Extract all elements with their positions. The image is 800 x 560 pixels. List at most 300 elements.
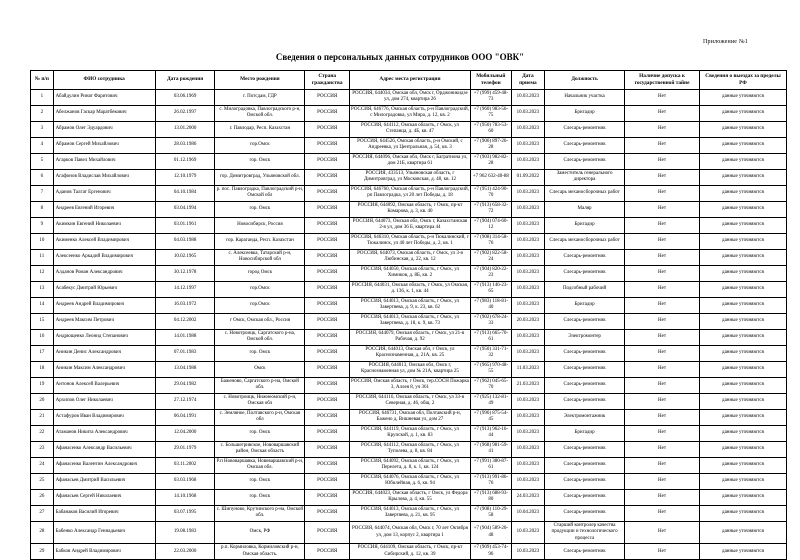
table-cell: РОССИЯ <box>305 185 350 201</box>
table-cell: гор. Омск <box>215 489 305 505</box>
table-cell: Нет <box>625 544 700 560</box>
table-cell: РОССИЯ <box>305 169 350 185</box>
table-cell: гор. Димитровград, Ульяновской обл. <box>215 169 305 185</box>
table-cell: 10.03.2023 <box>511 393 544 409</box>
table-cell: 10 <box>31 233 54 249</box>
table-cell: Баженово, Саргатского р-на, Омской обл. <box>215 377 305 393</box>
table-cell: 11.03.2023 <box>511 361 544 377</box>
table-cell: +7 (913) 658-32-72 <box>470 201 511 217</box>
table-cell: Начальник участка <box>545 89 625 105</box>
table-cell: данные уточняются <box>699 233 786 249</box>
table-cell: Андреев Евгений Игоревич <box>53 201 155 217</box>
table-cell: 10.03.2023 <box>511 345 544 361</box>
table-cell: Нет <box>625 89 700 105</box>
table-cell: 20.03.2023 <box>511 313 544 329</box>
table-cell: 13.01.2000 <box>155 121 215 137</box>
table-cell: +7 (968) 981-59-41 <box>470 441 511 457</box>
table-cell: Афанасенко Александр Васильевич <box>53 441 155 457</box>
table-cell: Абрамов Сергей Михайлович <box>53 137 155 153</box>
table-cell: РОССИЯ <box>305 521 350 544</box>
table-cell: 4 <box>31 137 54 153</box>
column-header: Наличие допуска к государственной тайне <box>625 71 700 90</box>
table-cell: РОССИЯ <box>305 201 350 217</box>
table-cell: РОССИЯ <box>305 265 350 281</box>
table-row <box>31 473 787 489</box>
table-cell: 10.03.2023 <box>511 89 544 105</box>
table-row <box>31 201 787 217</box>
table-cell: Слесарь-ремонтник <box>545 313 625 329</box>
table-cell: г. Павлодар, Респ. Казахстан <box>215 121 305 137</box>
table-cell: 27 <box>31 505 54 521</box>
table-row <box>31 345 787 361</box>
table-cell: +7 (902) 678-24-33 <box>470 313 511 329</box>
table-cell: РОССИЯ <box>305 425 350 441</box>
table-cell: р. пос. Павлоградка, Павлоградский р-н, Омской обл <box>215 185 305 201</box>
table-cell: +7 (913) 146-23-65 <box>470 281 511 297</box>
table-cell: РОССИЯ, 646731, Омская обл, Полтавский р-н, Бажено д, Вишневая ул, дом 27 <box>349 409 470 425</box>
table-cell: 29.04.1982 <box>155 377 215 393</box>
table-cell: данные уточняются <box>699 297 786 313</box>
table-cell: данные уточняются <box>699 89 786 105</box>
table-cell: РОССИЯ, 433513, Ульяновская область, г Димитровград, ул Московская, д. 48, кв. 12 <box>349 169 470 185</box>
table-cell: Нет <box>625 217 700 233</box>
table-cell: Нет <box>625 137 700 153</box>
table-cell: Аданов Талгат Ергенович <box>53 185 155 201</box>
table-cell: Бригадир <box>545 425 625 441</box>
attachment-annotation: Приложение №1 <box>702 39 748 45</box>
table-cell: +7 (962) 045-65-70 <box>470 377 511 393</box>
table-cell: РОССИЯ, 644109, Омская область, г Омск, пр-кт Сибирский, д. 12, кв. 39 <box>349 544 470 560</box>
table-cell: с. Новотроицк, Нижнеомский р-н, Омская обл <box>215 393 305 409</box>
table-cell: Нет <box>625 489 700 505</box>
table-cell: Нет <box>625 505 700 521</box>
table-cell: 03.07.1995 <box>155 505 215 521</box>
table-cell: Афанасенко Валентин Александрович <box>53 457 155 473</box>
table-cell: РОССИЯ, 644096, Омская обл, Омск г, Багратиона ул, дом 21Б, квартира 61 <box>349 153 470 169</box>
table-cell: 23 <box>31 441 54 457</box>
table-cell: данные уточняются <box>699 361 786 377</box>
table-cell: РОССИЯ, 644079, Омская область, г Омск, ул 21-я Рабочая, д. 92 <box>349 329 470 345</box>
table-cell: данные уточняются <box>699 281 786 297</box>
table-cell: Андрющенко Леонид Степанович <box>53 329 155 345</box>
table-row <box>31 89 787 105</box>
table-cell: Маляр <box>545 201 625 217</box>
table-cell: 24 <box>31 457 54 473</box>
table-cell: Бригадир <box>545 297 625 313</box>
table-cell: 7 <box>31 185 54 201</box>
table-cell: 16 <box>31 329 54 345</box>
table-cell: 10.03.2023 <box>511 121 544 137</box>
table-cell: 5 <box>31 153 54 169</box>
table-cell: РОССИЯ, 644013, Омская область, г Омск, ул Завертяева, д. 18, к. 9, кв. 73 <box>349 313 470 329</box>
table-cell: данные уточняются <box>699 544 786 560</box>
table-cell: Слесарь-ремонтник <box>545 377 625 393</box>
table-cell: 8 <box>31 201 54 217</box>
table-cell: Нет <box>625 201 700 217</box>
table-cell: 10.03.2023 <box>511 249 544 265</box>
table-cell: с. Милоградовка, Павлоградского р-н, Омской обл. <box>215 105 305 121</box>
table-cell: 10.03.2023 <box>511 137 544 153</box>
table-cell: 10.03.2023 <box>511 297 544 313</box>
table-cell: Нет <box>625 377 700 393</box>
table-cell: 03.06.1969 <box>155 89 215 105</box>
table-cell: РОССИЯ, 644073, Омская обл, Омск г, Казахстанская 2-я ул, дом 36 Б, квартира 44 <box>349 217 470 233</box>
table-cell: гор. Омск <box>215 425 305 441</box>
column-header: Место рождения <box>215 71 305 90</box>
table-cell: р.п. Кормиловка, Кормиловский р-н, Омская область. <box>215 544 305 560</box>
table-cell: Аникин Денис Александрович <box>53 345 155 361</box>
table-cell: с. Большегривское, Нововаршавский район, Омская область <box>215 441 305 457</box>
table-cell: РОССИЯ <box>305 105 350 121</box>
table-cell: 10.03.2023 <box>511 105 544 121</box>
table-cell: 10.03.2023 <box>511 544 544 560</box>
table-cell: РОССИЯ <box>305 153 350 169</box>
table-cell: РОССИЯ, 644092, Омская область, г Омск, ул Перелета, д. 8, к. 1, кв. 124 <box>349 457 470 473</box>
table-cell: Бригадир <box>545 217 625 233</box>
table-cell: +7 (904) 820-22-23 <box>470 265 511 281</box>
table-cell: Нет <box>625 409 700 425</box>
table-cell: 16.03.1972 <box>155 297 215 313</box>
table-cell: 10.03.2023 <box>511 441 544 457</box>
table-cell: данные уточняются <box>699 265 786 281</box>
table-cell: +7 (908) 110-29-58 <box>470 505 511 521</box>
header-row <box>31 71 787 90</box>
column-header: Дата рождения <box>155 71 215 90</box>
table-cell: 10.03.2023 <box>511 329 544 345</box>
table-cell: данные уточняются <box>699 409 786 425</box>
table-cell: 13 <box>31 281 54 297</box>
table-cell: Омск <box>215 361 305 377</box>
table-cell: данные уточняются <box>699 505 786 521</box>
table-cell: 10.03.2023 <box>511 457 544 473</box>
table-cell: 19 <box>31 377 54 393</box>
table-row <box>31 297 787 313</box>
table-cell: Акимкин Евгений Николаевич <box>53 217 155 233</box>
table-cell: РОССИЯ, 644023, Омская область, г Омск, ул Федора Крылова, д. 4, кв. 55 <box>349 489 470 505</box>
table-cell: Старший контролер качества продукции и технологического процесса <box>545 521 625 544</box>
table-cell: РОССИЯ, 644031, Омская область, г Омск, ул Омская, д. 136, к. 1, кв. 44 <box>349 281 470 297</box>
table-cell: 10.03.2023 <box>511 425 544 441</box>
table-cell: +7 (903) 982-82-28 <box>470 153 511 169</box>
table-cell: Андреев Максим Петрович <box>53 313 155 329</box>
table-cell: данные уточняются <box>699 457 786 473</box>
table-cell: +7 (906) 897-26-28 <box>470 137 511 153</box>
table-cell: +7 (902) 822-58-24 <box>470 249 511 265</box>
table-cell: +7 (950) 783-53-60 <box>470 121 511 137</box>
table-cell: г Омск, Омская обл., Россия <box>215 313 305 329</box>
table-cell: Афанасьев Дмитрий Васильевич <box>53 473 155 489</box>
table-cell: данные уточняются <box>699 105 786 121</box>
table-cell: Асабекус Дмитрий Юрьевич <box>53 281 155 297</box>
table-cell: 10.03.2023 <box>511 153 544 169</box>
table-cell: 15 <box>31 313 54 329</box>
table-cell: РОССИЯ <box>305 505 350 521</box>
table-cell: данные уточняются <box>699 473 786 489</box>
table-cell: данные уточняются <box>699 169 786 185</box>
table-cell: 01.12.1969 <box>155 153 215 169</box>
table-row <box>31 393 787 409</box>
table-cell: 12 <box>31 265 54 281</box>
table-cell: 10.03.2023 <box>511 233 544 249</box>
table-cell: +7 (908) 314-58-76 <box>470 233 511 249</box>
table-cell: Слесарь-ремонтник <box>545 393 625 409</box>
table-cell: гор. Омск <box>215 201 305 217</box>
table-cell: данные уточняются <box>699 313 786 329</box>
column-header: Дата приема <box>511 71 544 90</box>
table-cell: РОССИЯ, 644013, Омская обл, г Омск, ул Краснознаменная, д. 21А, кв. 25 <box>349 345 470 361</box>
column-header: Должность <box>545 71 625 90</box>
table-row <box>31 505 787 521</box>
table-row <box>31 249 787 265</box>
table-cell: 10.03.2023 <box>511 201 544 217</box>
table-cell: +7 (904) 589-20-48 <box>470 521 511 544</box>
table-cell: 3 <box>31 121 54 137</box>
table-cell: Атаманов Никита Александрович <box>53 425 155 441</box>
table-cell: Абрамов Олег Эдуардович <box>53 121 155 137</box>
table-cell: Андреев Андрей Владимирович <box>53 297 155 313</box>
table-row <box>31 233 787 249</box>
table-cell: РОССИЯ, 644092, Омская область, г Омск, пр-кт Комарова, д. 3, кв. 40 <box>349 201 470 217</box>
table-row <box>31 265 787 281</box>
table-cell: РОССИЯ <box>305 457 350 473</box>
table-row <box>31 153 787 169</box>
page-title: Сведения о персональных данных сотрудников ООО "ОВК" <box>275 52 525 62</box>
table-cell: Слесарь-ремонтник <box>545 473 625 489</box>
table-cell: 11 <box>31 249 54 265</box>
table-cell: РОССИЯ <box>305 137 350 153</box>
table-cell: Слесарь-ремонтник <box>545 153 625 169</box>
table-cell: РОССИЯ, 644076, Омская область, г Омск, ул Юбилейная, д. 6, кв. 94 <box>349 473 470 489</box>
table-cell: РОССИЯ <box>305 297 350 313</box>
table-row <box>31 521 787 544</box>
table-cell: 19.08.1983 <box>155 521 215 544</box>
table-cell: 10.03.2023 <box>511 409 544 425</box>
table-cell: +7 (913) 962-16-44 <box>470 425 511 441</box>
table-cell: Слесарь-ремонтник <box>545 121 625 137</box>
table-cell: +7 (965) 970-48-55 <box>470 361 511 377</box>
table-cell: Нет <box>625 105 700 121</box>
table-cell: данные уточняются <box>699 121 786 137</box>
table-cell: 13.04.1988 <box>155 361 215 377</box>
table-cell: 04.03.1988 <box>155 233 215 249</box>
table-cell: +7 (991) 380-87-61 <box>470 457 511 473</box>
table-cell: данные уточняются <box>699 153 786 169</box>
table-cell: РОССИЯ, 646776, Омская область, р-н Павлоградский, с Милоградовка, ул Мира, д. 12, кв. 2 <box>349 105 470 121</box>
table-cell: Слесарь-ремонтник <box>545 489 625 505</box>
table-cell: гор. Омск <box>215 345 305 361</box>
table-cell: с. Земляное, Полтавского р-н, Омская обл <box>215 409 305 425</box>
table-cell: +7 (904) 074-60-12 <box>470 217 511 233</box>
table-cell: с. Алексеевка, Татарский р-н, Новосибирской обл <box>215 249 305 265</box>
table-cell: РОССИЯ, Омская область, г Омск, тер.СОСН Пожарка 3, Аллея 8, уч 361 <box>349 377 470 393</box>
table-cell: РОССИЯ, 644013, Омская область, г Омск, ул Завертяева, д. 9, к. 23, кв. 62 <box>349 297 470 313</box>
table-cell: Новосибирск, Россия <box>215 217 305 233</box>
table-cell: данные уточняются <box>699 489 786 505</box>
table-cell: РОССИЯ <box>305 544 350 560</box>
table-cell: 10.03.2023 <box>511 473 544 489</box>
table-cell: Нет <box>625 281 700 297</box>
table-cell: Нет <box>625 169 700 185</box>
table-row <box>31 544 787 560</box>
table-cell: +7 (996) 875-54-45 <box>470 409 511 425</box>
table-cell: данные уточняются <box>699 521 786 544</box>
table-cell: Слесарь механосборочных работ <box>545 185 625 201</box>
table-cell: 18 <box>31 361 54 377</box>
table-cell: Нет <box>625 313 700 329</box>
table-row <box>31 489 787 505</box>
table-cell: Нет <box>625 121 700 137</box>
table-row <box>31 185 787 201</box>
table-row <box>31 329 787 345</box>
table-cell: РОССИЯ <box>305 489 350 505</box>
table-cell: +7 (913) 991-86-76 <box>470 473 511 489</box>
table-cell: РОССИЯ <box>305 313 350 329</box>
table-cell: 14.12.1997 <box>155 281 215 297</box>
table-cell: город Омск <box>215 265 305 281</box>
table-cell: г. Потсдам, ГДР <box>215 89 305 105</box>
table-cell: гор.Омск <box>215 281 305 297</box>
table-cell: Алданов Роман Александрович <box>53 265 155 281</box>
table-cell: 26 <box>31 489 54 505</box>
table-cell: Нет <box>625 185 700 201</box>
table-cell: данные уточняются <box>699 377 786 393</box>
table-row <box>31 409 787 425</box>
table-cell: Нет <box>625 361 700 377</box>
table-cell: Нет <box>625 441 700 457</box>
table-cell: Слесарь-ремонтник <box>545 544 625 560</box>
table-cell: Архипов Олег Николаевич <box>53 393 155 409</box>
table-cell: Слесарь механосборочных работ <box>545 233 625 249</box>
table-cell: Астафуров Иван Владимирович <box>53 409 155 425</box>
table-cell: Электромонтажник <box>545 409 625 425</box>
table-cell: Омск, РФ <box>215 521 305 544</box>
table-cell: Агарков Павел Михайлович <box>53 153 155 169</box>
table-cell: РОССИЯ, 644116, Омская область, г Омск, ул 33-я Северная, д. 46, общ. 2 <box>349 393 470 409</box>
table-cell: Бабанаков Василий Игоревич <box>53 505 155 521</box>
table-cell: данные уточняются <box>699 393 786 409</box>
table-cell: РОССИЯ <box>305 249 350 265</box>
table-cell: 10.03.2023 <box>511 265 544 281</box>
table-cell: 10.04.2023 <box>511 505 544 521</box>
table-cell: данные уточняются <box>699 441 786 457</box>
table-cell: +7 (913) 665-70-61 <box>470 329 511 345</box>
table-cell: РОССИЯ, 644112, Омская область, г Омск, ул Туполева, д. 8, кв. 84 <box>349 441 470 457</box>
table-cell: данные уточняются <box>699 217 786 233</box>
table-cell: 30.12.1978 <box>155 265 215 281</box>
table-cell: 10.03.2023 <box>511 217 544 233</box>
table-cell: 27.12.1974 <box>155 393 215 409</box>
table-cell: Афанасьев Сергей Николаевич <box>53 489 155 505</box>
table-cell: 25 <box>31 473 54 489</box>
column-header: Сведения о выездах за пределы РФ <box>699 71 786 90</box>
table-cell: 06.04.1991 <box>155 409 215 425</box>
table-cell: Нет <box>625 473 700 489</box>
table-cell: Заместитель генерального директора <box>545 169 625 185</box>
table-cell: 01.09.2022 <box>511 169 544 185</box>
table-cell: РОССИЯ <box>305 345 350 361</box>
table-body <box>31 89 787 560</box>
table-header <box>31 71 787 90</box>
table-cell: Нет <box>625 153 700 169</box>
table-cell: РОССИЯ, 644112, Омская область, г Омск, ул Степанца, д. 4Б, кв. 47 <box>349 121 470 137</box>
table-cell: РОССИЯ <box>305 473 350 489</box>
table-cell: 03.03.1968 <box>155 473 215 489</box>
table-cell: Нет <box>625 249 700 265</box>
table-cell: +7 962 632-40-88 <box>470 169 511 185</box>
table-cell: 22 <box>31 425 54 441</box>
table-cell: РОССИЯ <box>305 233 350 249</box>
table-cell: +7 (950) 331-71-32 <box>470 345 511 361</box>
table-cell: 9 <box>31 217 54 233</box>
table-cell: 10.03.2023 <box>511 281 544 297</box>
table-cell: 14.10.1968 <box>155 489 215 505</box>
table-cell: РОССИЯ <box>305 217 350 233</box>
table-cell: Слесарь-ремонтник <box>545 345 625 361</box>
table-cell: Бабенко Александр Геннадьевич <box>53 521 155 544</box>
table-cell: Слесарь-ремонтник <box>545 265 625 281</box>
table-cell: +7 (913) 688-93-80 <box>470 489 511 505</box>
table-cell: Акименко Алексей Владимирович <box>53 233 155 249</box>
table-cell: гор. Караганда, Респ. Казахстан <box>215 233 305 249</box>
table-cell: гор. Омск <box>215 153 305 169</box>
table-cell: Абайдулин Ринат Фаритович <box>53 89 155 105</box>
table-cell: Бригадир <box>545 105 625 121</box>
table-cell: Электромонтер <box>545 329 625 345</box>
table-cell: РОССИЯ, 644013, Омская область, г Омск, ул Завертяева, д. 21, кв. 95 <box>349 505 470 521</box>
table-cell: +7 (983) 118-81-40 <box>470 297 511 313</box>
table-cell: 12.10.1979 <box>155 169 215 185</box>
table-cell: Слесарь-ремонтник <box>545 249 625 265</box>
table-cell: гор.Омск <box>215 297 305 313</box>
table-cell: 10.03.2023 <box>511 521 544 544</box>
table-cell: РОССИЯ <box>305 441 350 457</box>
table-cell: данные уточняются <box>699 345 786 361</box>
table-cell: 10.02.1965 <box>155 249 215 265</box>
table-cell: Подсобный рабочий <box>545 281 625 297</box>
table-cell: +7 (999) 459-48-73 <box>470 89 511 105</box>
column-header: Страна гражданства <box>305 71 350 90</box>
table-cell: РОССИЯ, 644073, Омская область, г Омск, ул 3-я Любинская, д. 22, кв. 12 <box>349 249 470 265</box>
table-cell: 03.04.1994 <box>155 201 215 217</box>
table-cell: 26.02.1997 <box>155 105 215 121</box>
table-cell: Слесарь-ремонтник <box>545 457 625 473</box>
table-cell: 17 <box>31 345 54 361</box>
table-row <box>31 361 787 377</box>
table-cell: Слесарь-ремонтник <box>545 441 625 457</box>
table-cell: данные уточняются <box>699 137 786 153</box>
table-cell: 10.03.2023 <box>511 185 544 201</box>
table-cell: Нет <box>625 233 700 249</box>
column-header: ФИО сотрудника <box>53 71 155 90</box>
table-cell: РОССИЯ, 644119, Омская область, г Омск, ул Крупской, д. 1, кв. 83 <box>349 425 470 441</box>
table-cell: РОССИЯ, 644034, Омская обл, Омск г, Орджоникидзе ул, дом 274, квартира 26 <box>349 89 470 105</box>
table-cell: +7 (951) 424-90-70 <box>470 185 511 201</box>
table-cell: Бабков Андрей Владимирович <box>53 544 155 560</box>
table-cell: Нет <box>625 425 700 441</box>
table-cell: 12.04.2000 <box>155 425 215 441</box>
table-cell: 04.10.1984 <box>155 185 215 201</box>
table-row <box>31 281 787 297</box>
table-cell: 14 <box>31 297 54 313</box>
employees-table <box>30 70 787 560</box>
table-cell: Слесарь-ремонтник <box>545 137 625 153</box>
table-cell: 2 <box>31 105 54 121</box>
table-row <box>31 105 787 121</box>
table-cell: +7 (909) 453-74-96 <box>470 544 511 560</box>
table-cell: Антонов Алексей Валерьевич <box>53 377 155 393</box>
table-cell: гор. Омск <box>215 473 305 489</box>
table-cell: РОССИЯ, 646760, Омская область, р-н Павлоградский, рп Павлоградка, ул 20 лет Победы, д. 18 <box>349 185 470 201</box>
